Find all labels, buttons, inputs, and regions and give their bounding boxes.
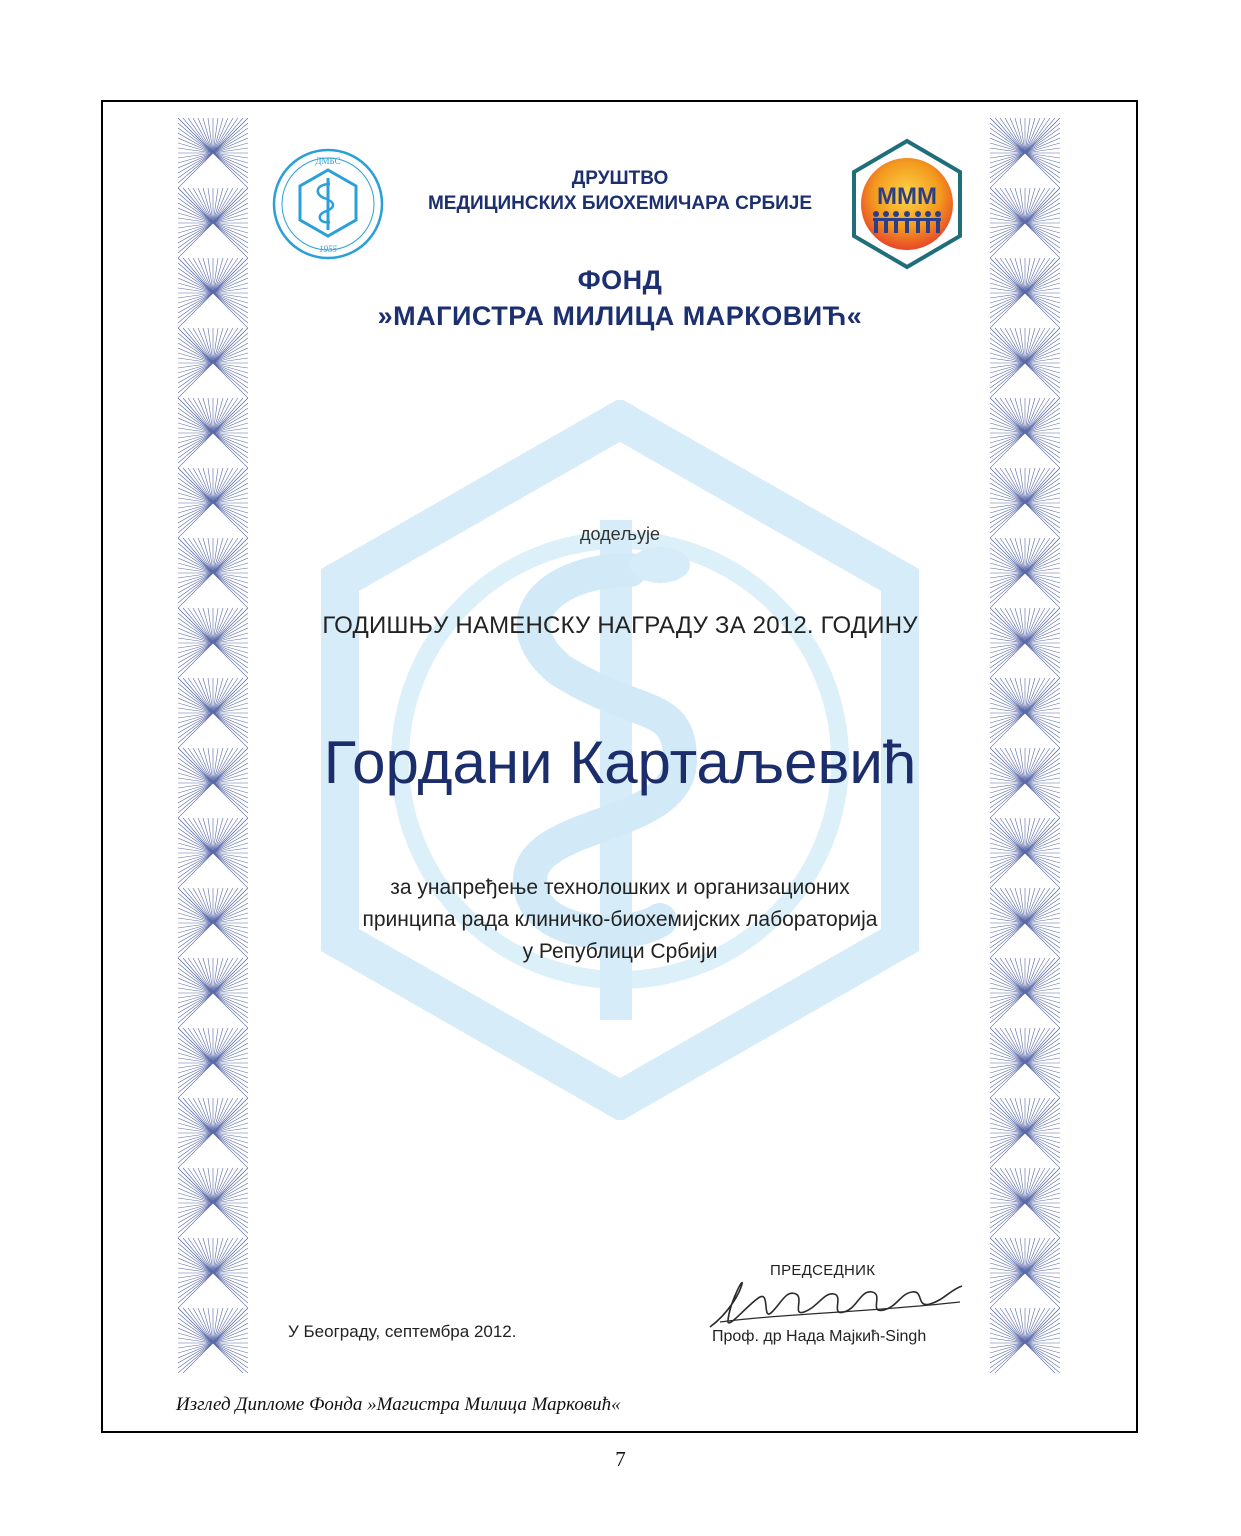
figure-caption: Изглед Дипломе Фонда »Магистра Милица Марковић«: [176, 1394, 621, 1415]
recipient-name: Гордани Картаљевић: [323, 729, 917, 796]
guilloche-border-right: [990, 118, 1060, 1373]
mmm-abbrev-text: МММ: [877, 183, 937, 210]
guilloche-border-left: [178, 118, 248, 1373]
president-title: ПРЕДСЕДНИК: [770, 1262, 876, 1279]
fund-name: [250, 262, 990, 334]
society-line-2: МЕДИЦИНСКИХ БИОХЕМИЧАРА СРБИЈЕ: [427, 193, 813, 214]
dmbs-year-text: 1955: [319, 244, 337, 254]
society-name: [250, 166, 990, 216]
fund-line-2: »МАГИСТРА МИЛИЦА МАРКОВИЋ«: [377, 301, 863, 331]
place-date: У Београду, септембра 2012.: [288, 1322, 517, 1341]
reason-line-3: у Републици Србији: [522, 940, 718, 963]
award-reason: [250, 872, 990, 968]
page-number: 7: [615, 1447, 626, 1471]
society-line-1: ДРУШТВО: [571, 168, 669, 189]
president-name: Проф. др Нада Мајкић-Singh: [712, 1328, 927, 1345]
award-title: ГОДИШЊУ НАМЕНСКУ НАГРАДУ ЗА 2012. ГОДИНУ: [322, 612, 918, 639]
reason-line-1: за унапређење технолошких и организационих: [390, 876, 850, 899]
awards-verb: додељује: [580, 524, 660, 544]
reason-line-2: принципа рада клиничко-биохемијских лабораторија: [362, 908, 878, 931]
dmbs-abbrev-text: ДМБС: [315, 156, 341, 166]
fund-line-1: ФОНД: [577, 265, 663, 295]
